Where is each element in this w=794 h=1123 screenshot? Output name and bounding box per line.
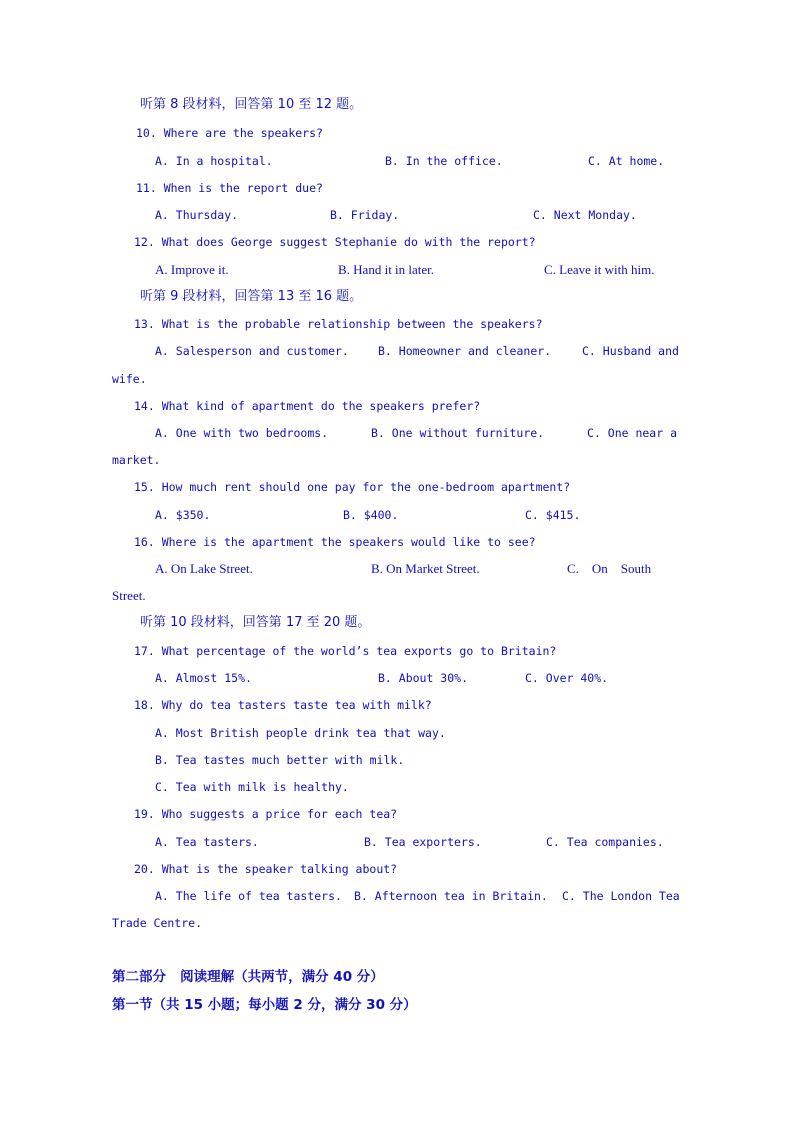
section-10-intro: 听第 10 段材料，回答第 17 至 20 题。 bbox=[140, 615, 371, 630]
question-18-option-a: A. Most British people drink tea that way. bbox=[155, 726, 446, 740]
question-15-stem: 15. How much rent should one pay for the one-bedroom apartment? bbox=[134, 480, 571, 494]
option-b: B. One without furniture. bbox=[371, 426, 545, 440]
option-a: A. Almost 15%. bbox=[155, 671, 252, 685]
option-c: C. On South bbox=[567, 561, 652, 576]
option-b: B. About 30%. bbox=[378, 671, 469, 685]
option-a: A. On Lake Street. bbox=[155, 561, 253, 576]
question-10-options bbox=[0, 151, 794, 171]
question-17-options bbox=[0, 668, 794, 688]
option-c: C. Leave it with him. bbox=[544, 262, 655, 277]
question-20-stem: 20. What is the speaker talking about? bbox=[134, 862, 398, 876]
option-c: C. Over 40%. bbox=[525, 671, 609, 685]
option-a: A. The life of tea tasters. bbox=[155, 889, 342, 903]
option-b: B. Homeowner and cleaner. bbox=[378, 344, 552, 358]
question-15-options bbox=[0, 505, 794, 525]
question-18-option-b: B. Tea tastes much better with milk. bbox=[155, 753, 405, 767]
question-18-stem: 18. Why do tea tasters taste tea with milk? bbox=[134, 698, 432, 712]
option-a: A. Salesperson and customer. bbox=[155, 344, 349, 358]
question-11-stem: 11. When is the report due? bbox=[136, 181, 323, 195]
question-16-wrap: Street. bbox=[112, 588, 146, 603]
question-20-options bbox=[0, 886, 794, 906]
question-14-wrap: market. bbox=[112, 453, 161, 467]
option-b: B. Tea exporters. bbox=[364, 835, 482, 849]
option-a: A. In a hospital. bbox=[155, 154, 273, 168]
question-13-wrap: wife. bbox=[112, 372, 147, 386]
option-c: C. Husband and bbox=[582, 344, 679, 358]
option-b: B. In the office. bbox=[385, 154, 503, 168]
question-14-options bbox=[0, 423, 794, 443]
option-b: B. Friday. bbox=[330, 208, 400, 222]
option-c: C. Next Monday. bbox=[533, 208, 637, 222]
question-18-option-c: C. Tea with milk is healthy. bbox=[155, 780, 349, 794]
question-20-wrap: Trade Centre. bbox=[112, 916, 203, 930]
option-c: C. $415. bbox=[525, 508, 581, 522]
option-b: B. Afternoon tea in Britain. bbox=[354, 889, 548, 903]
option-a: A. One with two bedrooms. bbox=[155, 426, 329, 440]
option-c: C. At home. bbox=[588, 154, 665, 168]
option-a: A. Improve it. bbox=[155, 262, 229, 277]
option-b: B. $400. bbox=[343, 508, 399, 522]
question-16-options bbox=[0, 559, 794, 579]
part-2-heading: 第二部分 阅读理解（共两节，满分 40 分） bbox=[112, 969, 384, 985]
question-16-stem: 16. Where is the apartment the speakers would like to see? bbox=[134, 535, 536, 549]
option-a: A. Tea tasters. bbox=[155, 835, 259, 849]
question-12-stem: 12. What does George suggest Stephanie do with the report? bbox=[134, 235, 536, 249]
section-1-heading: 第一节（共 15 小题；每小题 2 分，满分 30 分） bbox=[112, 997, 417, 1013]
option-c: C. The London Tea bbox=[562, 889, 680, 903]
question-17-stem: 17. What percentage of the world’s tea exports go to Britain? bbox=[134, 644, 557, 658]
section-9-intro: 听第 9 段材料，回答第 13 至 16 题。 bbox=[140, 289, 363, 304]
question-19-stem: 19. Who suggests a price for each tea? bbox=[134, 807, 398, 821]
option-c: C. One near a bbox=[587, 426, 678, 440]
question-10-stem: 10. Where are the speakers? bbox=[136, 126, 323, 140]
option-c: C. Tea companies. bbox=[546, 835, 664, 849]
option-b: B. On Market Street. bbox=[371, 561, 480, 576]
section-8-intro: 听第 8 段材料，回答第 10 至 12 题。 bbox=[140, 97, 363, 112]
option-b: B. Hand it in later. bbox=[338, 262, 435, 277]
question-12-options bbox=[0, 260, 794, 280]
question-13-stem: 13. What is the probable relationship between the speakers? bbox=[134, 317, 543, 331]
option-a: A. Thursday. bbox=[155, 208, 239, 222]
option-a: A. $350. bbox=[155, 508, 211, 522]
question-13-options bbox=[0, 341, 794, 361]
question-19-options bbox=[0, 832, 794, 852]
question-14-stem: 14. What kind of apartment do the speakers prefer? bbox=[134, 399, 481, 413]
question-11-options bbox=[0, 205, 794, 225]
